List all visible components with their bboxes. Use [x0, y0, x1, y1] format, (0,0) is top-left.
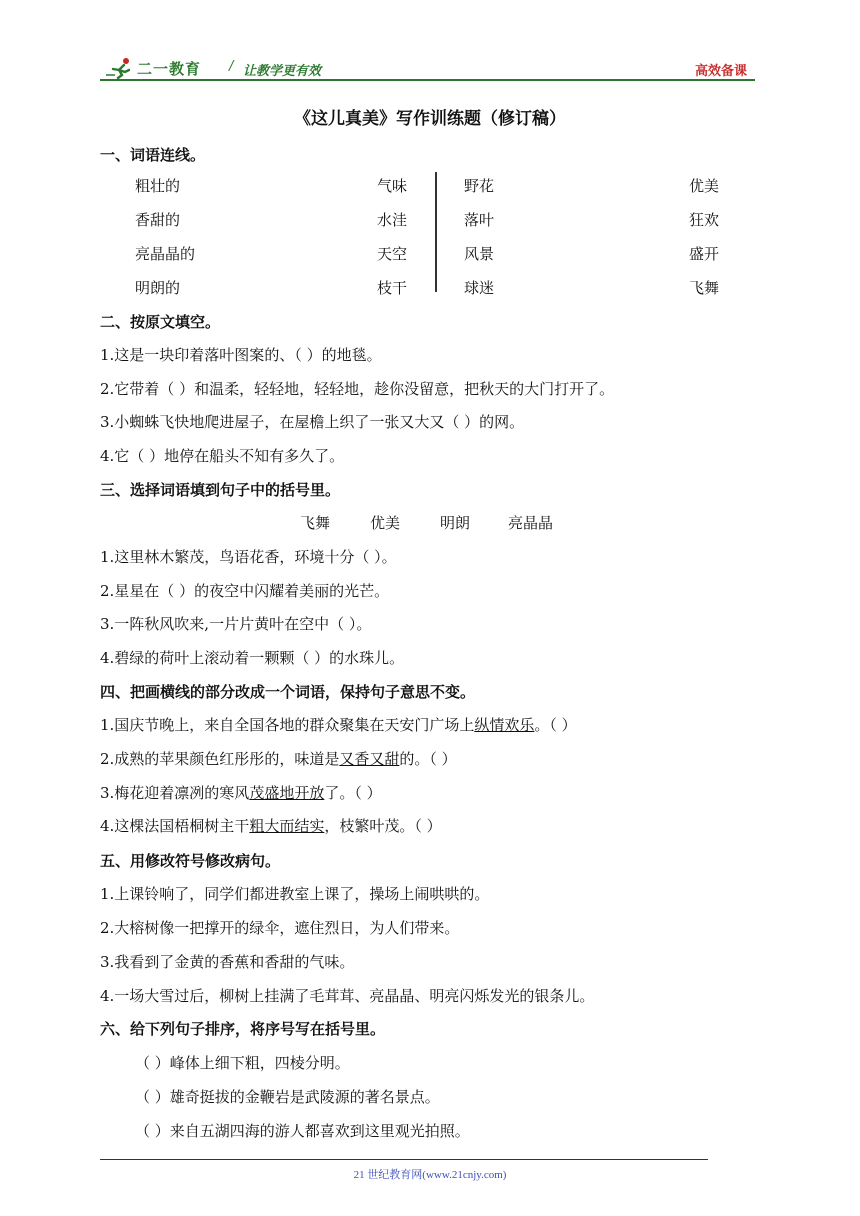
match-word: 球迷 — [464, 279, 495, 297]
page-title: 《这儿真美》写作训练题（修订稿） — [294, 109, 566, 129]
question-line: 4.碧绿的荷叶上滚动着一颗颗（ ）的水珠儿。 — [100, 649, 405, 667]
question-line: 3.我看到了金黄的香蕉和香甜的气味。 — [100, 953, 355, 971]
question-line — [100, 782, 382, 803]
question-line — [100, 748, 457, 769]
question-line: 2.星星在（ ）的夜空中闪耀着美丽的光芒。 — [100, 582, 390, 600]
answer-blank: 。（ ） — [534, 716, 577, 734]
question-line — [100, 714, 577, 735]
brand-logo — [105, 57, 201, 79]
match-word: 明朗的 — [135, 279, 181, 297]
match-word: 落叶 — [464, 211, 495, 229]
underlined-phrase: 又香又甜 — [339, 750, 400, 768]
section-heading: 二、按原文填空。 — [100, 313, 221, 331]
slogan-separator: / — [229, 59, 234, 74]
question-line: 2.它带着（ ）和温柔，轻轻地，轻轻地，趁你没留意，把秋天的大门打开了。 — [100, 380, 615, 398]
runner-icon — [105, 57, 135, 79]
sentence-text: 3.梅花迎着凛冽的寒风 — [100, 784, 250, 802]
underlined-phrase: 纵情欢乐 — [474, 716, 535, 734]
word-bank-item: 优美 — [370, 514, 401, 532]
header-tag: 高效备课 — [694, 64, 747, 79]
match-word: 粗壮的 — [135, 177, 181, 195]
word-bank-item: 明朗 — [440, 514, 471, 532]
match-word: 野花 — [464, 177, 495, 195]
answer-blank: 了。（ ） — [324, 784, 382, 802]
section-heading: 四、把画横线的部分改成一个词语，保持句子意思不变。 — [100, 683, 476, 701]
section-heading: 六、给下列句子排序，将序号写在括号里。 — [100, 1020, 386, 1038]
question-line: 2.大榕树像一把撑开的绿伞，遮住烈日，为人们带来。 — [100, 919, 460, 937]
match-word: 优美 — [689, 177, 720, 195]
match-word: 水洼 — [377, 211, 408, 229]
page-header — [105, 55, 755, 81]
match-word: 飞舞 — [689, 279, 720, 297]
question-line: （ ）峰体上细下粗，四棱分明。 — [135, 1054, 350, 1072]
header-divider — [100, 79, 755, 81]
section-heading: 三、选择词语填到句子中的括号里。 — [100, 481, 341, 499]
question-line: 4.一场大雪过后，柳树上挂满了毛茸茸、亮晶晶、明亮闪烁发光的银条儿。 — [100, 987, 595, 1005]
sentence-text: 1.国庆节晚上，来自全国各地的群众聚集在天安门广场上 — [100, 716, 475, 734]
question-line: 1.这里林木繁茂，鸟语花香，环境十分（ ）。 — [100, 548, 397, 566]
column-divider — [435, 172, 437, 292]
match-word: 盛开 — [689, 245, 720, 263]
match-word: 气味 — [377, 177, 408, 195]
question-line: 3.一阵秋风吹来,一片片黄叶在空中（ ）。 — [100, 615, 372, 633]
underlined-phrase: 粗大而结实 — [249, 817, 325, 835]
footer-text: 21 世纪教育网(www.21cnjy.com) — [353, 1169, 507, 1181]
match-word: 风景 — [464, 245, 495, 263]
match-word: 枝干 — [377, 279, 408, 297]
footer-divider — [100, 1159, 708, 1160]
slogan: 让教学更有效 — [243, 64, 322, 79]
underlined-phrase: 茂盛地开放 — [249, 784, 325, 802]
match-word: 香甜的 — [135, 211, 181, 229]
section-heading: 五、用修改符号修改病句。 — [100, 852, 281, 870]
answer-blank: ，枝繁叶茂。（ ） — [324, 817, 442, 835]
match-word: 天空 — [377, 245, 408, 263]
question-line: （ ）来自五湖四海的游人都喜欢到这里观光拍照。 — [135, 1122, 470, 1140]
question-line: 4.它（ ）地停在船头不知有多久了。 — [100, 447, 345, 465]
logo-text: 二一教育 — [137, 59, 202, 78]
question-line — [100, 815, 442, 836]
answer-blank: 的。（ ） — [399, 750, 457, 768]
match-word: 亮晶晶的 — [135, 245, 196, 263]
question-line: 3.小蜘蛛飞快地爬进屋子，在屋檐上织了一张又大又（ ）的网。 — [100, 413, 525, 431]
question-line: 1.这是一块印着落叶图案的、（ ）的地毯。 — [100, 346, 382, 364]
match-word: 狂欢 — [689, 211, 720, 229]
sentence-text: 4.这棵法国梧桐树主干 — [100, 817, 250, 835]
section-heading: 一、词语连线。 — [100, 146, 206, 164]
question-line: （ ）雄奇挺拔的金鞭岩是武陵源的著名景点。 — [135, 1088, 440, 1106]
word-bank-item: 飞舞 — [300, 514, 331, 532]
question-line: 1.上课铃响了，同学们都进教室上课了，操场上闹哄哄的。 — [100, 885, 490, 903]
word-bank-item: 亮晶晶 — [508, 514, 554, 532]
sentence-text: 2.成熟的苹果颜色红彤彤的，味道是 — [100, 750, 340, 768]
